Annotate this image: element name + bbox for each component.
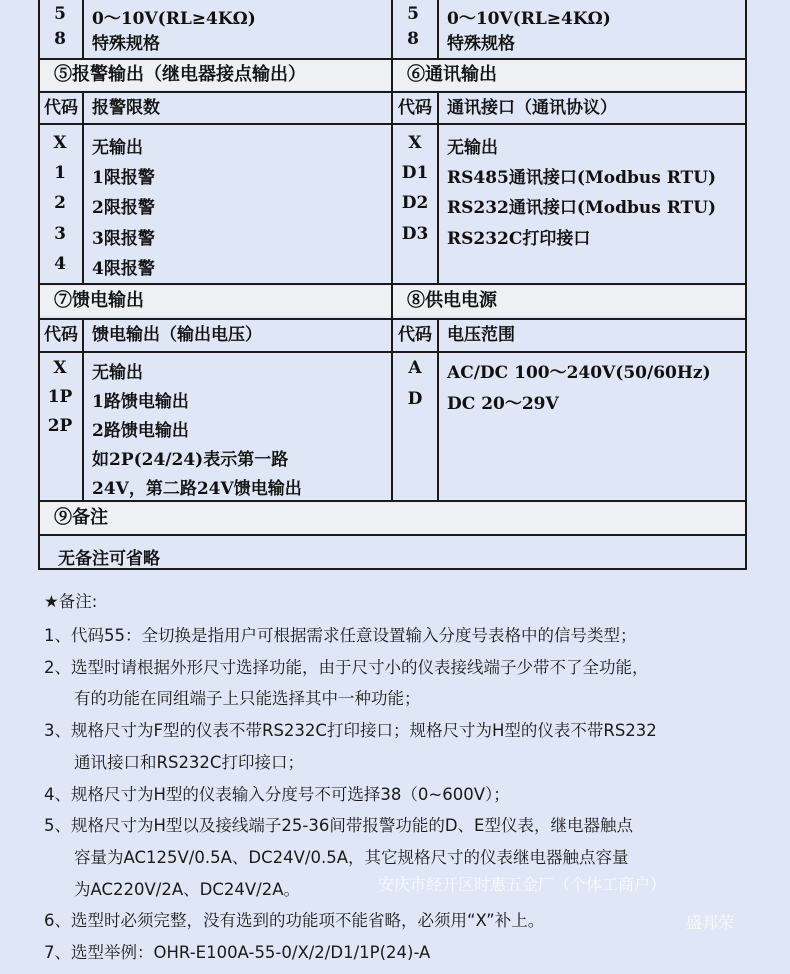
code-cell: 8 xyxy=(407,29,419,49)
divider xyxy=(437,320,439,500)
note-line: 5、规格尺寸为H型以及接线端子25-36间带报警功能的D、E型仪表，继电器触点 xyxy=(44,816,633,835)
alarm-section-title: ⑤报警输出（继电器接点输出） xyxy=(40,60,391,90)
divider xyxy=(40,318,745,320)
desc-cell: 特殊规格 xyxy=(447,34,515,54)
feed-col-desc: 馈电输出（输出电压） xyxy=(92,325,262,345)
watermark-text: 盛邦荣 xyxy=(686,913,735,932)
alarm-col-desc: 报警限数 xyxy=(92,98,160,118)
divider xyxy=(40,351,745,353)
comm-section-title: ⑥通讯输出 xyxy=(393,60,745,90)
desc-cell: 2限报警 xyxy=(92,198,155,218)
desc-cell: 4限报警 xyxy=(92,259,155,279)
desc-cell: 无输出 xyxy=(447,138,498,158)
note-line: 2、选型时请根据外形尺寸选择功能，由于尺寸小的仪表接线端子少带不了全功能， xyxy=(44,658,649,677)
desc-cell: 2路馈电输出 xyxy=(92,421,189,441)
note-line: 为AC220V/2A、DC24V/2A。 xyxy=(74,880,300,899)
desc-cell: AC/DC 100～240V(50/60Hz) xyxy=(447,363,711,383)
code-cell: D1 xyxy=(401,163,429,183)
divider xyxy=(40,91,745,93)
code-cell: 2 xyxy=(54,193,66,213)
desc-cell: 0～10V(RL≥4KΩ) xyxy=(92,9,256,29)
code-cell: 1P xyxy=(47,387,73,407)
code-cell: X xyxy=(53,133,67,153)
feed-col-code: 代码 xyxy=(44,325,78,345)
note-line: 4、规格尺寸为H型的仪表输入分度号不可选择38（0~600V）； xyxy=(44,785,510,804)
desc-cell: 0～10V(RL≥4KΩ) xyxy=(447,9,611,29)
desc-cell: 24V，第二路24V馈电输出 xyxy=(92,479,302,499)
code-cell: X xyxy=(53,358,67,378)
desc-cell: 如2P(24/24)表示第一路 xyxy=(92,450,289,470)
selection-table xyxy=(38,0,747,570)
code-cell: D2 xyxy=(401,193,429,213)
note-line: 3、规格尺寸为F型的仪表不带RS232C打印接口；规格尺寸为H型的仪表不带RS232 xyxy=(44,721,657,740)
desc-cell: RS485通讯接口(Modbus RTU) xyxy=(447,168,717,188)
comm-col-desc: 通讯接口（通讯协议） xyxy=(447,98,617,118)
code-cell: X xyxy=(408,133,422,153)
watermark-text: 安庆市经开区时惠五金厂（个体工商户） xyxy=(378,875,667,894)
desc-cell: 特殊规格 xyxy=(92,34,160,54)
feed-section-title: ⑦馈电输出 xyxy=(40,286,391,316)
divider xyxy=(437,93,439,283)
desc-cell: DC 20～29V xyxy=(447,394,559,414)
code-cell: D3 xyxy=(401,224,429,244)
divider xyxy=(40,283,745,285)
desc-cell: 1限报警 xyxy=(92,168,155,188)
note-line: 7、选型举例：OHR-E100A-55-0/X/2/D1/1P(24)-A xyxy=(44,943,431,962)
comm-col-code: 代码 xyxy=(398,98,432,118)
code-cell: 5 xyxy=(407,4,419,24)
code-cell: 2P xyxy=(47,416,73,436)
note-line: 有的功能在同组端子上只能选择其中一种功能； xyxy=(74,689,421,708)
alarm-col-code: 代码 xyxy=(44,98,78,118)
desc-cell: 无输出 xyxy=(92,363,143,383)
power-section-title: ⑧供电电源 xyxy=(393,286,745,316)
code-cell: 3 xyxy=(54,224,66,244)
notes-heading: ★备注: xyxy=(44,592,98,611)
divider xyxy=(437,0,439,58)
code-cell: 8 xyxy=(54,29,66,49)
code-cell: 4 xyxy=(54,254,66,274)
remark-section-title: ⑨备注 xyxy=(40,502,745,534)
note-line: 容量为AC125V/0.5A、DC24V/0.5A，其它规格尺寸的仪表继电器触点容量 xyxy=(74,848,629,867)
divider xyxy=(82,0,84,58)
note-line: 通讯接口和RS232C打印接口； xyxy=(74,753,304,772)
code-cell: A xyxy=(408,358,422,378)
power-col-code: 代码 xyxy=(398,325,432,345)
code-cell: 1 xyxy=(54,163,66,183)
desc-cell: 3限报警 xyxy=(92,229,155,249)
divider xyxy=(82,93,84,283)
remark-text: 无备注可省略 xyxy=(58,549,160,569)
desc-cell: 1路馈电输出 xyxy=(92,392,189,412)
divider xyxy=(40,123,745,125)
code-cell: D xyxy=(407,389,423,409)
note-line: 1、代码55：全切换是指用户可根据需求任意设置输入分度号表格中的信号类型； xyxy=(44,626,637,645)
power-col-desc: 电压范围 xyxy=(447,325,515,345)
note-line: 6、选型时必须完整，没有选到的功能项不能省略，必须用“X”补上。 xyxy=(44,911,545,930)
desc-cell: 无输出 xyxy=(92,138,143,158)
desc-cell: RS232C打印接口 xyxy=(447,229,591,249)
divider xyxy=(82,320,84,500)
divider xyxy=(40,534,745,536)
code-cell: 5 xyxy=(54,4,66,24)
desc-cell: RS232通讯接口(Modbus RTU) xyxy=(447,198,717,218)
